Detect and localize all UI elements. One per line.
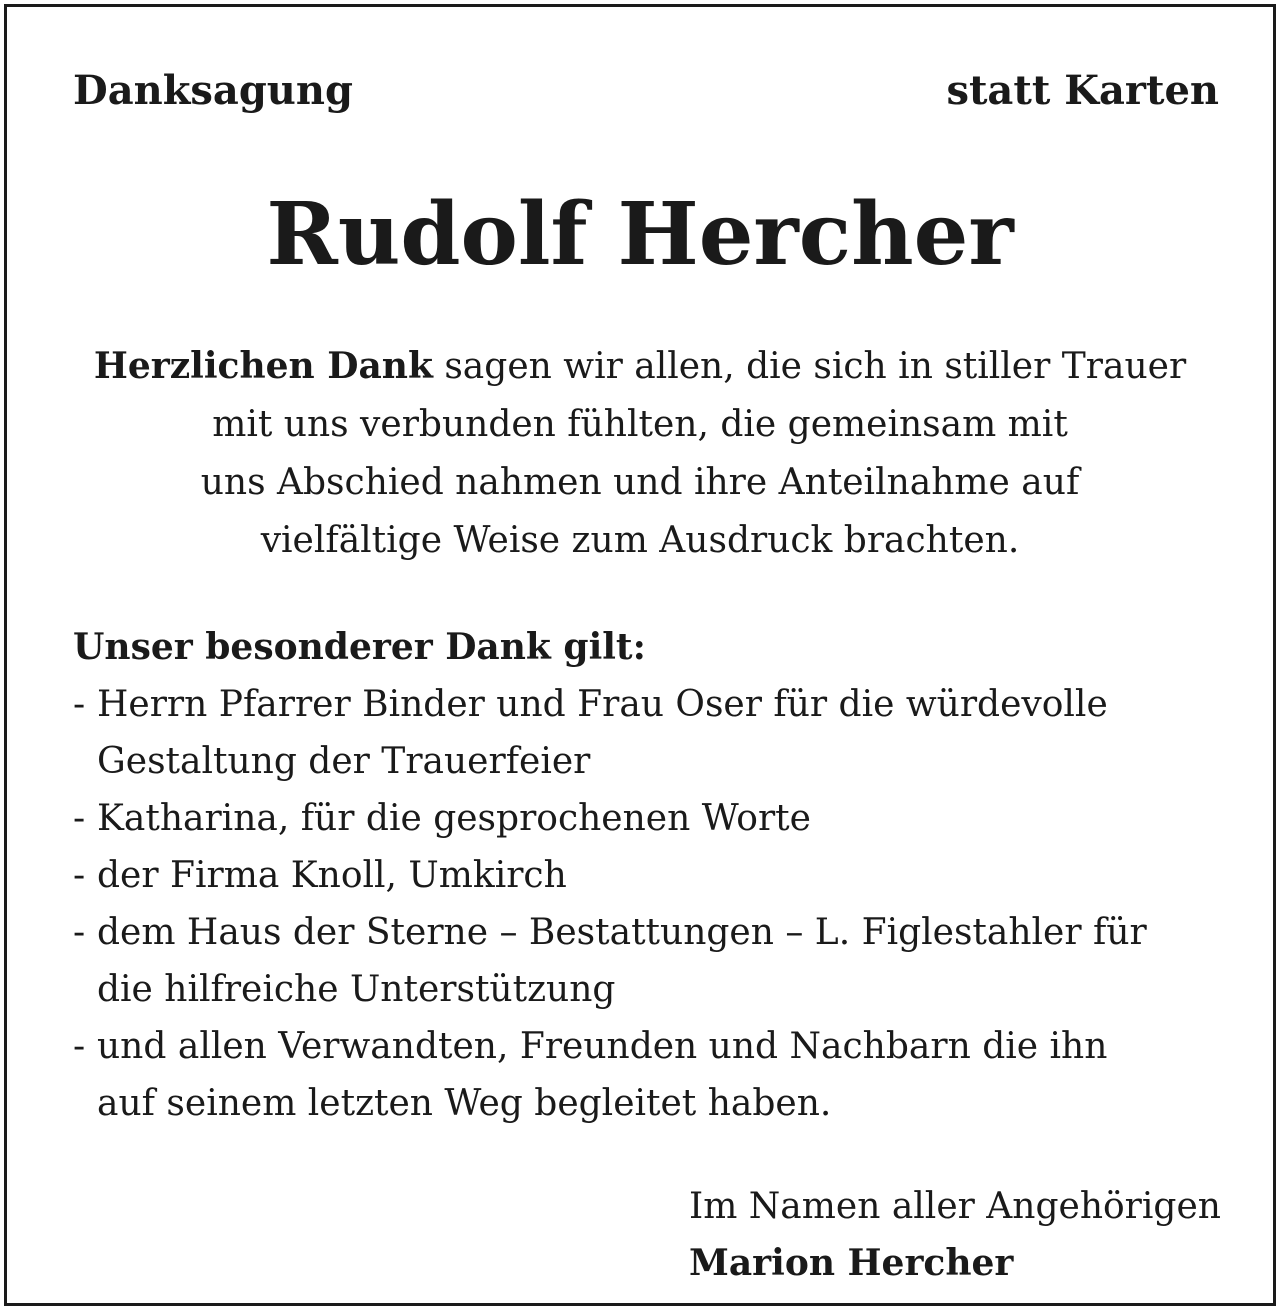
list-item: [73, 790, 1233, 847]
list-item-line: Katharina, für die gesprochenen Worte: [97, 798, 811, 839]
list-item-line: Herrn Pfarrer Binder und Frau Oser für die würdevolle: [97, 684, 1108, 725]
deceased-name: Rudolf Hercher: [266, 184, 1014, 285]
list-item: [73, 676, 1233, 790]
list-item-line: auf seinem letzten Weg begleitet haben.: [97, 1083, 832, 1124]
list-item-line: dem Haus der Sterne – Bestattungen – L. Figlestahler für: [97, 912, 1147, 953]
list-bullet: -: [73, 912, 86, 953]
obituary-card: [4, 4, 1276, 1306]
list-bullet: -: [73, 855, 86, 896]
list-item: [73, 1018, 1233, 1132]
list-item: [73, 904, 1233, 1018]
list-item-line: der Firma Knoll, Umkirch: [97, 855, 567, 896]
header-subtitle: statt Karten: [946, 67, 1219, 114]
signature-line: Im Namen aller Angehörigen: [689, 1186, 1221, 1227]
intro-line-2: mit uns verbunden fühlten, die gemeinsam mit: [212, 404, 1068, 445]
special-thanks-heading: Unser besonderer Dank gilt:: [73, 626, 646, 668]
list-item-line: die hilfreiche Unterstützung: [97, 969, 616, 1010]
list-item-line: und allen Verwandten, Freunden und Nachbarn die ihn: [97, 1026, 1108, 1067]
intro-paragraph: [47, 337, 1233, 570]
list-item: [73, 847, 1233, 904]
intro-line-3: uns Abschied nahmen und ihre Anteilnahme auf: [200, 462, 1080, 503]
signature-block: [689, 1179, 1221, 1291]
header-title: Danksagung: [73, 67, 353, 114]
list-item-line: Gestaltung der Trauerfeier: [97, 741, 591, 782]
list-bullet: -: [73, 1026, 86, 1067]
intro-line-4: vielfältige Weise zum Ausdruck brachten.: [260, 520, 1020, 561]
signer-name: Marion Hercher: [689, 1242, 1014, 1284]
intro-line-1-rest: sagen wir allen, die sich in stiller Trauer: [432, 346, 1187, 387]
intro-bold-lead: Herzlichen Dank: [93, 345, 433, 387]
list-bullet: -: [73, 684, 86, 725]
special-thanks: [73, 619, 1233, 1132]
list-bullet: -: [73, 798, 86, 839]
intro-line-1: [47, 337, 1233, 396]
special-thanks-list: [73, 676, 1233, 1132]
header-row: [73, 67, 1219, 127]
